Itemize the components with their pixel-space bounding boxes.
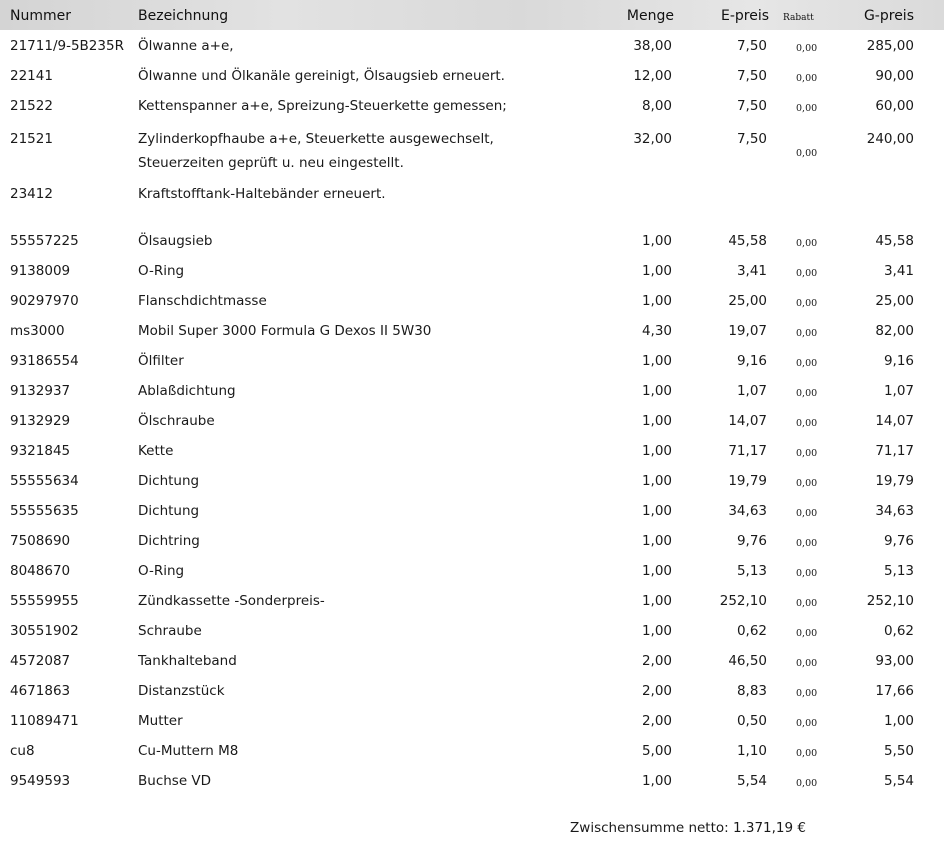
cell-gpreis: 45,58 xyxy=(875,233,914,249)
table-row xyxy=(0,743,944,767)
cell-gpreis: 90,00 xyxy=(875,68,914,84)
cell-epreis: 3,41 xyxy=(736,263,767,279)
cell-menge: 1,00 xyxy=(641,353,672,369)
cell-bezeichnung: Kraftstofftank-Haltebänder erneuert. xyxy=(138,186,386,202)
cell-gpreis: 9,76 xyxy=(883,533,914,549)
cell-nummer: 30551902 xyxy=(10,623,79,639)
cell-rabatt: 0,00 xyxy=(796,478,818,489)
cell-bezeichnung: Zündkassette -Sonderpreis- xyxy=(138,593,325,609)
cell-bezeichnung: Dichtung xyxy=(138,473,200,489)
cell-rabatt: 0,00 xyxy=(796,778,818,789)
cell-epreis: 45,58 xyxy=(728,233,767,249)
cell-epreis: 7,50 xyxy=(736,98,767,114)
cell-gpreis: 1,07 xyxy=(883,383,914,399)
cell-menge: 1,00 xyxy=(641,263,672,279)
table-row xyxy=(0,713,944,737)
cell-epreis: 19,79 xyxy=(728,473,767,489)
cell-epreis: 1,07 xyxy=(736,383,767,399)
cell-rabatt: 0,00 xyxy=(796,688,818,699)
cell-bezeichnung: Zylinderkopfhaube a+e, Steuerkette ausgewechselt, xyxy=(138,131,494,147)
header-rabatt: Rabatt xyxy=(783,13,814,23)
cell-bezeichnung: Mobil Super 3000 Formula G Dexos II 5W30 xyxy=(138,323,432,339)
cell-rabatt: 0,00 xyxy=(796,508,818,519)
cell-epreis: 0,62 xyxy=(736,623,767,639)
cell-nummer: 21711/9-5B235R xyxy=(10,38,124,54)
cell-bezeichnung: Tankhalteband xyxy=(138,653,237,669)
cell-rabatt: 0,00 xyxy=(796,658,818,669)
cell-gpreis: 9,16 xyxy=(883,353,914,369)
cell-nummer: 9321845 xyxy=(10,443,71,459)
header-epreis: E-preis xyxy=(720,8,769,24)
cell-menge: 1,00 xyxy=(641,623,672,639)
cell-nummer: 11089471 xyxy=(10,713,79,729)
cell-rabatt: 0,00 xyxy=(796,538,818,549)
header-bezeichnung: Bezeichnung xyxy=(138,8,229,24)
cell-nummer: ms3000 xyxy=(10,323,65,339)
cell-rabatt: 0,00 xyxy=(796,268,818,279)
cell-rabatt: 0,00 xyxy=(796,148,818,159)
cell-menge: 1,00 xyxy=(641,773,672,789)
cell-bezeichnung: Ölwanne a+e, xyxy=(138,38,234,54)
cell-epreis: 19,07 xyxy=(728,323,767,339)
cell-nummer: 23412 xyxy=(10,186,53,202)
cell-rabatt: 0,00 xyxy=(796,358,818,369)
cell-gpreis: 5,50 xyxy=(883,743,914,759)
cell-menge: 1,00 xyxy=(641,473,672,489)
table-row xyxy=(0,131,944,179)
cell-nummer: 55559955 xyxy=(10,593,79,609)
cell-menge: 1,00 xyxy=(641,413,672,429)
cell-rabatt: 0,00 xyxy=(796,298,818,309)
cell-gpreis: 71,17 xyxy=(875,443,914,459)
cell-gpreis: 17,66 xyxy=(875,683,914,699)
cell-menge: 2,00 xyxy=(641,713,672,729)
cell-gpreis: 82,00 xyxy=(875,323,914,339)
cell-epreis: 9,76 xyxy=(736,533,767,549)
cell-gpreis: 3,41 xyxy=(883,263,914,279)
table-row xyxy=(0,623,944,647)
cell-rabatt: 0,00 xyxy=(796,748,818,759)
cell-epreis: 5,54 xyxy=(736,773,767,789)
cell-epreis: 5,13 xyxy=(736,563,767,579)
cell-rabatt: 0,00 xyxy=(796,628,818,639)
cell-nummer: 9138009 xyxy=(10,263,71,279)
table-row xyxy=(0,533,944,557)
cell-menge: 1,00 xyxy=(641,293,672,309)
table-row xyxy=(0,98,944,122)
table-row xyxy=(0,263,944,287)
cell-bezeichnung: Schraube xyxy=(138,623,202,639)
cell-gpreis: 14,07 xyxy=(875,413,914,429)
cell-nummer: 55555634 xyxy=(10,473,79,489)
cell-bezeichnung: Distanzstück xyxy=(138,683,225,699)
cell-epreis: 9,16 xyxy=(736,353,767,369)
cell-epreis: 34,63 xyxy=(728,503,767,519)
cell-rabatt: 0,00 xyxy=(796,43,818,54)
cell-nummer: 55555635 xyxy=(10,503,79,519)
cell-gpreis: 5,54 xyxy=(883,773,914,789)
table-row xyxy=(0,383,944,407)
cell-nummer: 7508690 xyxy=(10,533,71,549)
cell-epreis: 71,17 xyxy=(728,443,767,459)
cell-bezeichnung: Ölsaugsieb xyxy=(138,233,213,249)
cell-menge: 5,00 xyxy=(641,743,672,759)
cell-bezeichnung: Kettenspanner a+e, Spreizung-Steuerkette gemessen; xyxy=(138,98,507,114)
subtotal xyxy=(570,820,806,836)
cell-epreis: 25,00 xyxy=(728,293,767,309)
cell-epreis: 1,10 xyxy=(736,743,767,759)
cell-bezeichnung-line2: Steuerzeiten geprüft u. neu eingestellt. xyxy=(138,155,404,171)
cell-menge: 4,30 xyxy=(641,323,672,339)
cell-nummer: 93186554 xyxy=(10,353,79,369)
cell-rabatt: 0,00 xyxy=(796,73,818,84)
cell-epreis: 7,50 xyxy=(736,38,767,54)
cell-bezeichnung: O-Ring xyxy=(138,563,185,579)
cell-epreis: 252,10 xyxy=(719,593,767,609)
cell-nummer: 90297970 xyxy=(10,293,79,309)
cell-rabatt: 0,00 xyxy=(796,568,818,579)
table-row xyxy=(0,413,944,437)
cell-nummer: 9132937 xyxy=(10,383,71,399)
cell-nummer: 22141 xyxy=(10,68,53,84)
header-menge: Menge xyxy=(626,8,674,24)
table-row xyxy=(0,323,944,347)
cell-gpreis: 60,00 xyxy=(875,98,914,114)
cell-rabatt: 0,00 xyxy=(796,718,818,729)
cell-menge: 1,00 xyxy=(641,383,672,399)
table-row xyxy=(0,593,944,617)
cell-gpreis: 93,00 xyxy=(875,653,914,669)
cell-nummer: cu8 xyxy=(10,743,35,759)
cell-bezeichnung: Ölwanne und Ölkanäle gereinigt, Ölsaugsieb erneuert. xyxy=(138,68,505,84)
cell-menge: 1,00 xyxy=(641,233,672,249)
cell-gpreis: 1,00 xyxy=(883,713,914,729)
cell-nummer: 9132929 xyxy=(10,413,71,429)
cell-nummer: 4671863 xyxy=(10,683,71,699)
table-row xyxy=(0,443,944,467)
cell-epreis: 14,07 xyxy=(728,413,767,429)
cell-nummer: 21521 xyxy=(10,131,53,147)
cell-menge: 38,00 xyxy=(633,38,672,54)
cell-nummer: 8048670 xyxy=(10,563,71,579)
cell-rabatt: 0,00 xyxy=(796,103,818,114)
table-row xyxy=(0,503,944,527)
cell-menge: 2,00 xyxy=(641,653,672,669)
table-row xyxy=(0,233,944,257)
cell-bezeichnung: Dichtung xyxy=(138,503,200,519)
cell-gpreis: 252,10 xyxy=(866,593,914,609)
cell-bezeichnung: Mutter xyxy=(138,713,183,729)
cell-rabatt: 0,00 xyxy=(796,238,818,249)
table-row xyxy=(0,353,944,377)
cell-epreis: 7,50 xyxy=(736,68,767,84)
cell-rabatt: 0,00 xyxy=(796,418,818,429)
cell-gpreis: 0,62 xyxy=(883,623,914,639)
cell-nummer: 21522 xyxy=(10,98,53,114)
table-row xyxy=(0,68,944,92)
cell-bezeichnung: Ölschraube xyxy=(138,413,215,429)
cell-bezeichnung: Flanschdichtmasse xyxy=(138,293,267,309)
table-row xyxy=(0,563,944,587)
table-row xyxy=(0,38,944,62)
cell-epreis: 7,50 xyxy=(736,131,767,147)
cell-rabatt: 0,00 xyxy=(796,598,818,609)
cell-bezeichnung: Dichtring xyxy=(138,533,200,549)
cell-gpreis: 25,00 xyxy=(875,293,914,309)
table-row xyxy=(0,683,944,707)
cell-bezeichnung: Kette xyxy=(138,443,174,459)
cell-menge: 12,00 xyxy=(633,68,672,84)
cell-bezeichnung: Cu-Muttern M8 xyxy=(138,743,239,759)
table-header xyxy=(0,0,944,30)
cell-menge: 1,00 xyxy=(641,533,672,549)
cell-menge: 2,00 xyxy=(641,683,672,699)
cell-epreis: 46,50 xyxy=(728,653,767,669)
cell-bezeichnung: O-Ring xyxy=(138,263,185,279)
cell-bezeichnung: Ablaßdichtung xyxy=(138,383,236,399)
table-row xyxy=(0,473,944,497)
cell-bezeichnung: Ölfilter xyxy=(138,353,184,369)
cell-menge: 1,00 xyxy=(641,563,672,579)
cell-bezeichnung: Buchse VD xyxy=(138,773,212,789)
cell-nummer: 55557225 xyxy=(10,233,79,249)
cell-menge: 1,00 xyxy=(641,593,672,609)
cell-gpreis: 34,63 xyxy=(875,503,914,519)
cell-nummer: 4572087 xyxy=(10,653,71,669)
table-row xyxy=(0,293,944,317)
cell-menge: 1,00 xyxy=(641,443,672,459)
cell-gpreis: 240,00 xyxy=(866,131,914,147)
cell-gpreis: 285,00 xyxy=(866,38,914,54)
cell-menge: 32,00 xyxy=(633,131,672,147)
table-row xyxy=(0,653,944,677)
cell-rabatt: 0,00 xyxy=(796,388,818,399)
table-row xyxy=(0,773,944,797)
cell-rabatt: 0,00 xyxy=(796,448,818,459)
subtotal-text: Zwischensumme netto: 1.371,19 € xyxy=(570,820,806,836)
table-row xyxy=(0,186,944,210)
cell-nummer: 9549593 xyxy=(10,773,71,789)
cell-menge: 8,00 xyxy=(641,98,672,114)
cell-epreis: 8,83 xyxy=(736,683,767,699)
cell-epreis: 0,50 xyxy=(736,713,767,729)
cell-gpreis: 19,79 xyxy=(875,473,914,489)
cell-menge: 1,00 xyxy=(641,503,672,519)
header-gpreis: G-preis xyxy=(863,8,914,24)
cell-gpreis: 5,13 xyxy=(883,563,914,579)
header-nummer: Nummer xyxy=(10,8,71,24)
cell-rabatt: 0,00 xyxy=(796,328,818,339)
